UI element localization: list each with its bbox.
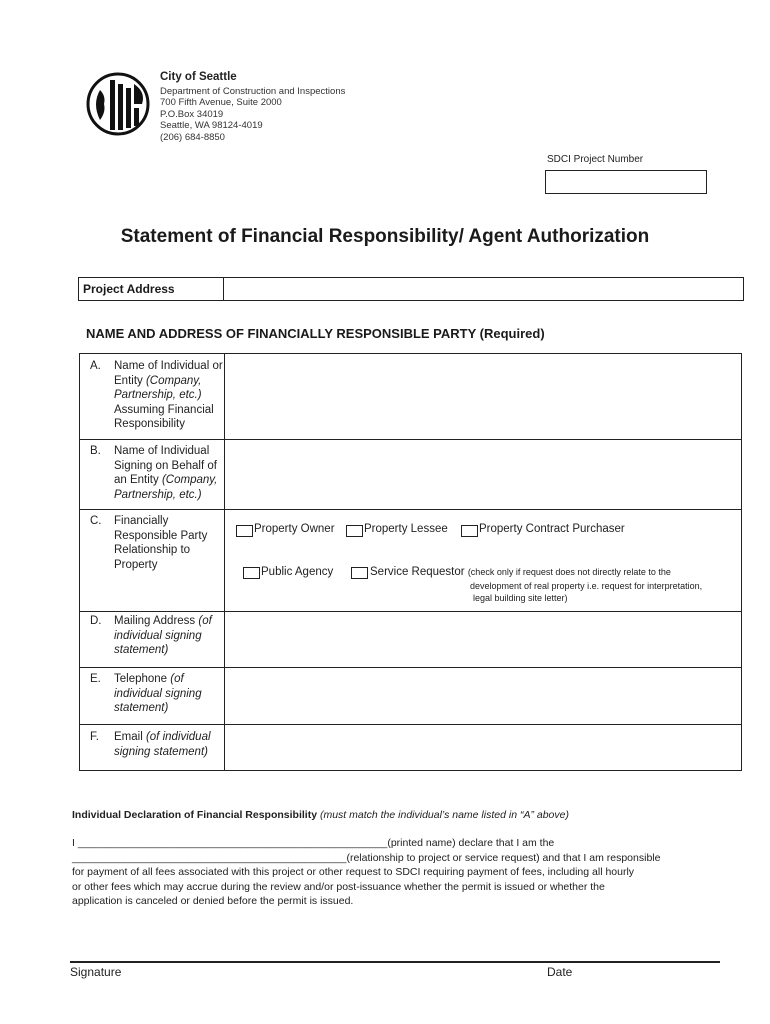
service-requestor-note-2: development of real property i.e. request for interpretation, (470, 581, 703, 591)
project-address-row (78, 277, 744, 301)
row-f-italic: (of individual signing statement) (114, 731, 211, 758)
org-header (160, 72, 345, 143)
declaration-heading-italic: (must match the individual’s name listed in “A” above) (317, 809, 569, 821)
row-d-text: Mailing Address (114, 615, 199, 627)
city-seal-icon (84, 70, 152, 138)
row-letter: F. (90, 731, 99, 743)
address-line-3: Seattle, WA 98124-4019 (160, 120, 263, 131)
declaration-line-5: application is canceled or denied before the permit is issued. (72, 895, 354, 907)
row-divider (80, 509, 741, 510)
row-letter: B. (90, 445, 101, 457)
row-a-italic: (Company, Partnership, etc.) (114, 374, 202, 401)
project-address-field[interactable] (225, 278, 743, 300)
property-contract-purchaser-checkbox[interactable] (461, 525, 478, 537)
row-e-field[interactable] (226, 668, 741, 724)
public-agency-label: Public Agency (261, 566, 334, 578)
row-b-field[interactable] (226, 440, 741, 509)
service-requestor-label (370, 566, 671, 578)
row-a-text2: Assuming Financial Responsibility (114, 403, 214, 430)
row-b-italic: (Company, Partnership, etc.) (114, 474, 218, 501)
service-requestor-checkbox[interactable] (351, 567, 368, 579)
service-requestor-text: Service Requestor (370, 566, 465, 578)
project-number-field[interactable] (545, 170, 707, 194)
declaration-heading (72, 809, 569, 821)
org-name: City of Seattle (160, 71, 237, 83)
row-e-italic: (of individual signing statement) (114, 673, 202, 714)
declaration-text (72, 836, 712, 909)
row-c-text: Financially Responsible Party Relationship to Property (114, 515, 208, 571)
page-title: Statement of Financial Responsibility/ Agent Authorization (120, 226, 650, 247)
property-owner-checkbox[interactable] (236, 525, 253, 537)
row-d-italic: (of individual signing statement) (114, 615, 212, 656)
signature-label: Signature (70, 965, 122, 979)
declaration-line-4: or other fees which may accrue during the review and/or post-issuance whether the permit is issued or whether the (72, 880, 605, 893)
property-owner-label: Property Owner (254, 523, 335, 535)
row-f-text: Email (114, 731, 146, 743)
address-line-2: P.O.Box 34019 (160, 108, 224, 120)
row-letter: C. (90, 515, 102, 527)
department-name: Department of Construction and Inspections (160, 85, 346, 97)
row-a-field[interactable] (226, 354, 741, 439)
row-letter: D. (90, 615, 102, 627)
declaration-heading-bold: Individual Declaration of Financial Responsibility (72, 809, 318, 821)
row-a-text: Name of Individual or Entity (114, 360, 223, 387)
declaration-line-1: I _____________________________________________________(printed name) declare that I am the (72, 837, 555, 849)
project-address-label: Project Address (79, 278, 224, 300)
responsible-party-table (79, 353, 742, 771)
phone-number: (206) 684-8850 (160, 131, 225, 143)
property-lessee-checkbox[interactable] (346, 525, 363, 537)
row-letter: A. (90, 360, 101, 372)
signature-line[interactable] (70, 961, 720, 963)
public-agency-checkbox[interactable] (243, 567, 260, 579)
property-contract-purchaser-label: Property Contract Purchaser (479, 523, 625, 535)
section-heading: NAME AND ADDRESS OF FINANCIALLY RESPONSIBLE PARTY (Required) (86, 326, 545, 341)
property-lessee-label: Property Lessee (364, 523, 448, 535)
date-label: Date (547, 965, 573, 979)
row-d-field[interactable] (226, 612, 741, 667)
row-letter: E. (90, 673, 101, 685)
project-number-label: SDCI Project Number (547, 154, 644, 165)
declaration-line-3: for payment of all fees associated with this project or other request to SDCI requiring payment of fees, including all hourly (72, 866, 635, 878)
declaration-line-2: _______________________________________________(relationship to project or service request) and that I am responsible (72, 851, 661, 864)
service-requestor-note-3: legal building site letter) (473, 593, 568, 603)
service-requestor-note: (check only if request does not directly relate to the (467, 567, 671, 577)
row-b-text: Name of Individual Signing on Behalf of an Entity (114, 445, 217, 486)
row-e-text: Telephone (114, 673, 171, 685)
row-f-field[interactable] (226, 725, 741, 770)
address-line-1: 700 Fifth Avenue, Suite 2000 (160, 97, 282, 108)
